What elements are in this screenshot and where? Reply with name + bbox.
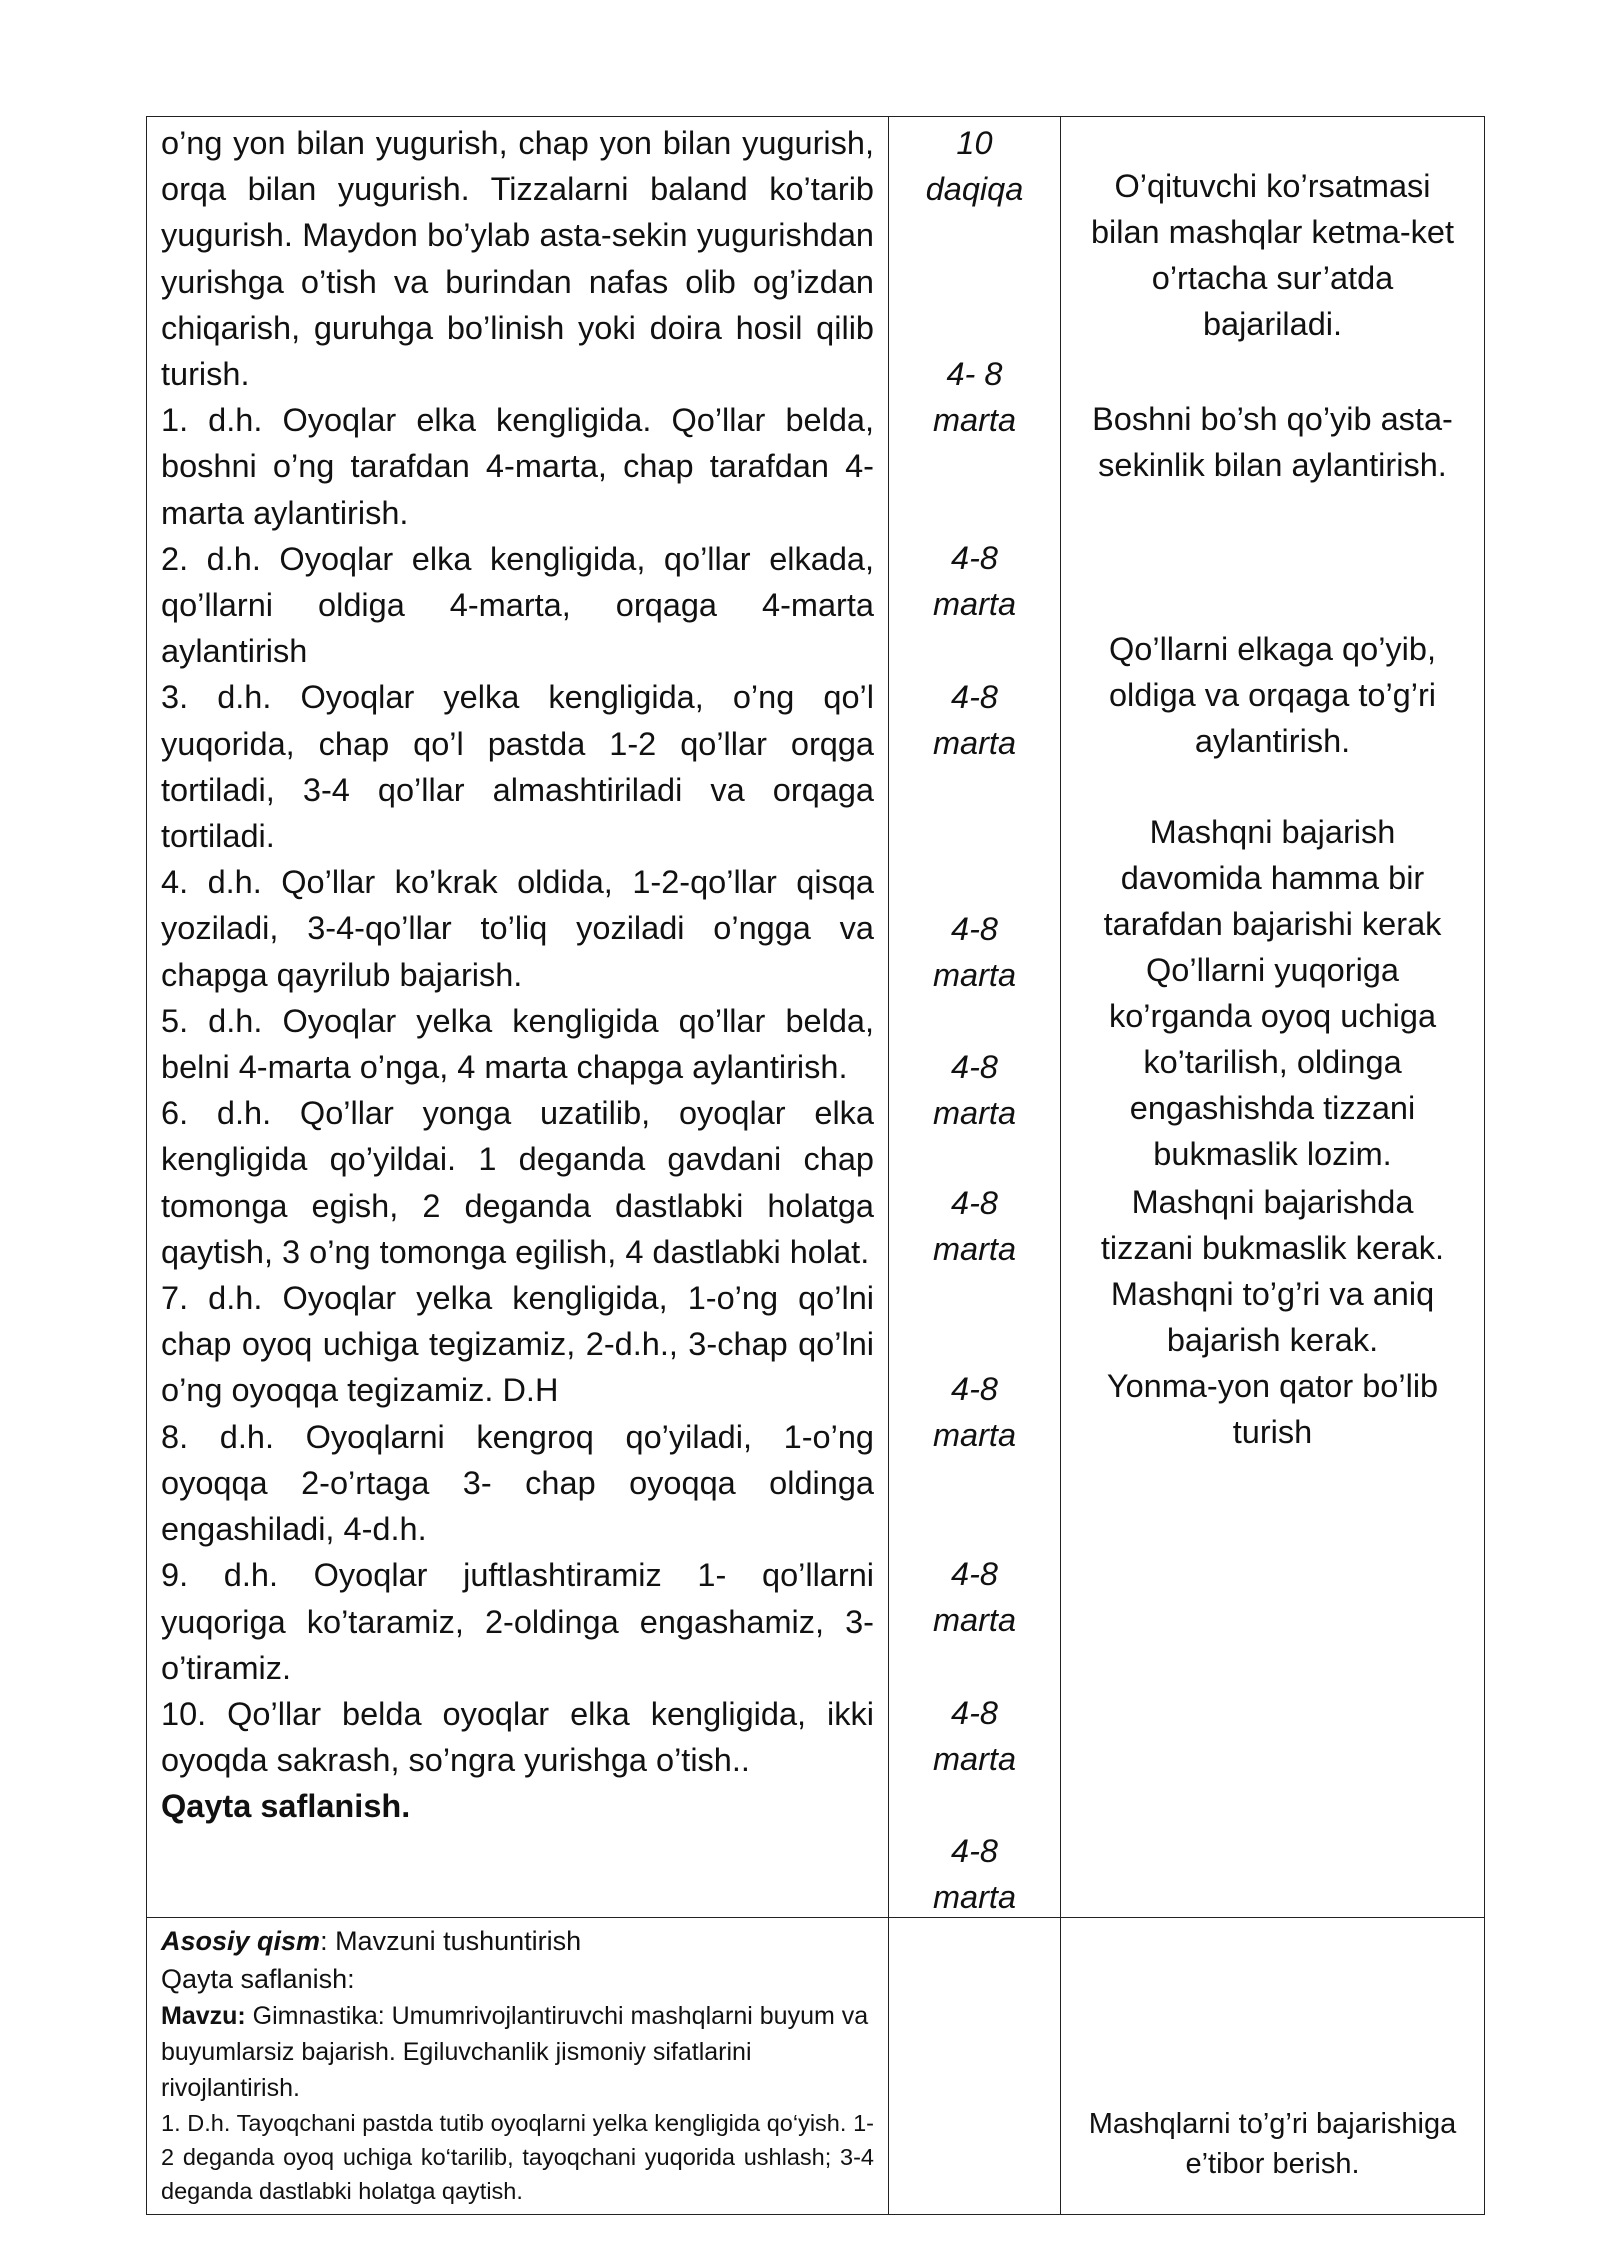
topic-text: Gimnastika: Umumrivojlantiruvchi mashqlarni buyum va buyumlarsiz bajarish. Egiluvchanlik jismoniy sifatlarini rivojlantirish. (161, 2002, 869, 2102)
duration-item (889, 1366, 1060, 1458)
method-note-line: ko’tarilish, oldinga (1143, 1044, 1402, 1080)
method-note (1071, 1271, 1474, 1363)
exercise-list (147, 117, 888, 1830)
method-note-line: aylantirish. (1194, 723, 1351, 759)
duration-item (889, 1828, 1060, 1920)
duration-item (889, 120, 1060, 212)
duration-item (889, 1551, 1060, 1643)
regroup-line: Qayta saflanish: (161, 1964, 355, 1994)
method-note-line: Mashqni to’g’ri va aniq (1110, 1276, 1435, 1312)
duration-line: marta (932, 1095, 1017, 1131)
method-note (1071, 396, 1474, 488)
duration-item (889, 906, 1060, 998)
duration-line: 4- 8 (946, 356, 1003, 392)
method-note-line: oldiga va orqaga to’g’ri (1108, 677, 1436, 713)
duration-line: marta (932, 1879, 1017, 1915)
duration-line: marta (932, 957, 1017, 993)
method-note-line: Qo’llarni yuqoriga (1146, 952, 1399, 988)
method-note-line: Yonma-yon qator bo’lib (1106, 1368, 1439, 1404)
duration-line: daqiqa (925, 171, 1024, 207)
exercise-item: 9. d.h. Oyoqlar juftlashtiramiz 1- qo’llarni yuqoriga ko’taramiz, 2-oldinga engashamiz, 3-o’tiramiz. (161, 1557, 874, 1686)
exercise-item: 2. d.h. Oyoqlar elka kengligida, qo’llar elkada, qo’llarni oldiga 4-marta, orqaga 4-marta aylantirish (161, 540, 874, 670)
exercise-item: 4. d.h. Qo’llar ko’krak oldida, 1-2-qo’llar qisqa yoziladi, 3-4-qo’llar to’liq yoziladi o’ngga va chapga qayrilub bajarish. (161, 864, 874, 993)
main-note-line: e’tibor berish. (1185, 2148, 1360, 2180)
closing-heading: Qayta saflanish. (161, 1788, 411, 1825)
duration-line: marta (932, 586, 1017, 622)
method-note-line: bukmaslik lozim. (1153, 1136, 1392, 1172)
method-note (1071, 809, 1474, 947)
duration-line: marta (932, 1741, 1017, 1777)
duration-line: marta (932, 1231, 1017, 1267)
duration-line: marta (932, 1417, 1017, 1453)
topic-line (161, 1998, 874, 2106)
main-note-cell (1061, 1918, 1485, 2215)
method-note (1071, 1179, 1474, 1271)
duration-item (889, 1180, 1060, 1272)
method-note-line: o’rtacha sur’atda (1151, 260, 1394, 296)
exercise-item: 5. d.h. Oyoqlar yelka kengligida qo’llar belda, belni 4-marta o’nga, 4 marta chapga aylantirish. (161, 1002, 874, 1086)
method-note-line: Mashqni bajarish (1149, 814, 1396, 850)
main-part-line (161, 1922, 874, 1960)
exercise-item: 10. Qo’llar belda oyoqlar elka kengligida, ikki oyoqda sakrash, so’ngra yurishga o’tish.. (161, 1695, 874, 1779)
main-part-row (147, 1918, 1485, 2215)
exercise-item: 8. d.h. Oyoqlarni kengroq qo’yiladi, 1-o’ng oyoqqa 2-o’rtaga 3- chap oyoqqa oldinga engashiladi, 4-d.h. (161, 1418, 874, 1548)
lesson-plan-table (146, 116, 1485, 2215)
method-note (1071, 626, 1474, 764)
method-note (1071, 1363, 1474, 1455)
method-note-line: turish (1232, 1414, 1313, 1450)
exercise-item: 6. d.h. Qo’llar yonga uzatilib, oyoqlar elka kengligida qo’yildai. 1 deganda gavdani chap tomonga egish, 2 deganda dastlabki holatga qaytish, 3 o’ng tomonga egilish, 4 dastlabki holat. (161, 1095, 874, 1270)
main-note-line: Mashqlarni to’g’ri bajarishiga (1088, 2108, 1457, 2140)
duration-line: marta (932, 402, 1017, 438)
main-part-content (147, 1918, 888, 2208)
duration-line: 10 (956, 125, 993, 161)
duration-line: 4-8 (951, 1556, 998, 1592)
exercise-item: 7. d.h. Oyoqlar yelka kengligida, 1-o’ng qo’lni chap oyoq uchiga tegizamiz, 2-d.h., 3-chap qo’lni o’ng oyoqqa tegizamiz. D.H (161, 1280, 874, 1409)
main-exercise-item: 1. D.h. Tayoqchani pastda tutib oyoqlarni yelka kengligida qo‘yish. 1-2 deganda oyoq uchiga ko‘tarilib, tayoqchani yuqorida ushlash; 3-4 deganda dastlabki holatga qaytish. (161, 2110, 874, 2204)
exercise-item: 3. d.h. Oyoqlar yelka kengligida, o’ng qo’l yuqorida, chap qo’l pastda 1-2 qo’llar orqga tortiladi, 3-4 qo’llar almashtiriladi va orqaga tortiladi. (161, 679, 874, 855)
topic-label: Mavzu: (161, 2002, 246, 2030)
warmup-row (147, 117, 1485, 1918)
duration-item (889, 1690, 1060, 1782)
duration-line: 4-8 (951, 540, 998, 576)
duration-item (889, 535, 1060, 627)
duration-line: 4-8 (951, 1371, 998, 1407)
method-note (1071, 163, 1474, 347)
exercise-item: 1. d.h. Oyoqlar elka kengligida. Qo’llar belda, boshni o’ng tarafdan 4-marta, chap tarafdan 4-marta aylantirish. (161, 402, 874, 531)
duration-line: marta (932, 1602, 1017, 1638)
method-note-line: ko’rganda oyoq uchiga (1108, 998, 1437, 1034)
main-part-text: : Mavzuni tushuntirish (320, 1926, 582, 1956)
duration-item (889, 351, 1060, 443)
method-note-line: O’qituvchi ko’rsatmasi (1114, 168, 1431, 204)
duration-line: 4-8 (951, 1833, 998, 1869)
main-note (1061, 1918, 1484, 2214)
duration-line: 4-8 (951, 679, 998, 715)
duration-item (889, 1044, 1060, 1136)
notes-cell (1061, 117, 1485, 1918)
method-note-line: engashishda tizzani (1129, 1090, 1416, 1126)
method-note-line: bajariladi. (1202, 306, 1343, 342)
method-note-line: bajarish kerak. (1166, 1322, 1379, 1358)
method-note-line: sekinlik bilan aylantirish. (1098, 447, 1447, 483)
duration-list (889, 117, 1060, 1917)
exercise-item: o’ng yon bilan yugurish, chap yon bilan yugurish, orqa bilan yugurish. Tizzalarni baland ko’tarib yugurish. Maydon bo’ylab asta-sekin yugurishdan yurishga o’tish va burindan nafas olib og’izdan chiqarish, guruhga bo’linish yoki doira hosil qilib turish. (161, 125, 874, 393)
duration-line: 4-8 (951, 911, 998, 947)
duration-line: 4-8 (951, 1185, 998, 1221)
main-part-label: Asosiy qism (161, 1926, 321, 1956)
method-note-line: tarafdan bajarishi kerak (1103, 906, 1442, 942)
main-part-cell (147, 1918, 889, 2215)
method-note-line: Mashqni bajarishda (1131, 1184, 1414, 1220)
main-note-text (1071, 2104, 1474, 2184)
method-note-line: davomida hamma bir (1120, 860, 1425, 896)
duration-line: marta (932, 725, 1017, 761)
duration-line: 4-8 (951, 1695, 998, 1731)
method-note-line: Qo’llarni elkaga qo’yib, (1109, 631, 1436, 667)
duration-cell (889, 117, 1061, 1918)
method-note-line: Boshni bo’sh qo’yib asta- (1092, 401, 1453, 437)
notes-list (1061, 117, 1484, 1917)
exercise-cell (147, 117, 889, 1918)
duration-item (889, 674, 1060, 766)
method-note (1071, 947, 1474, 1177)
method-note-line: tizzani bukmaslik kerak. (1100, 1230, 1445, 1266)
duration-line: 4-8 (951, 1049, 998, 1085)
main-duration-cell (889, 1918, 1061, 2215)
method-note-line: bilan mashqlar ketma-ket (1090, 214, 1455, 250)
